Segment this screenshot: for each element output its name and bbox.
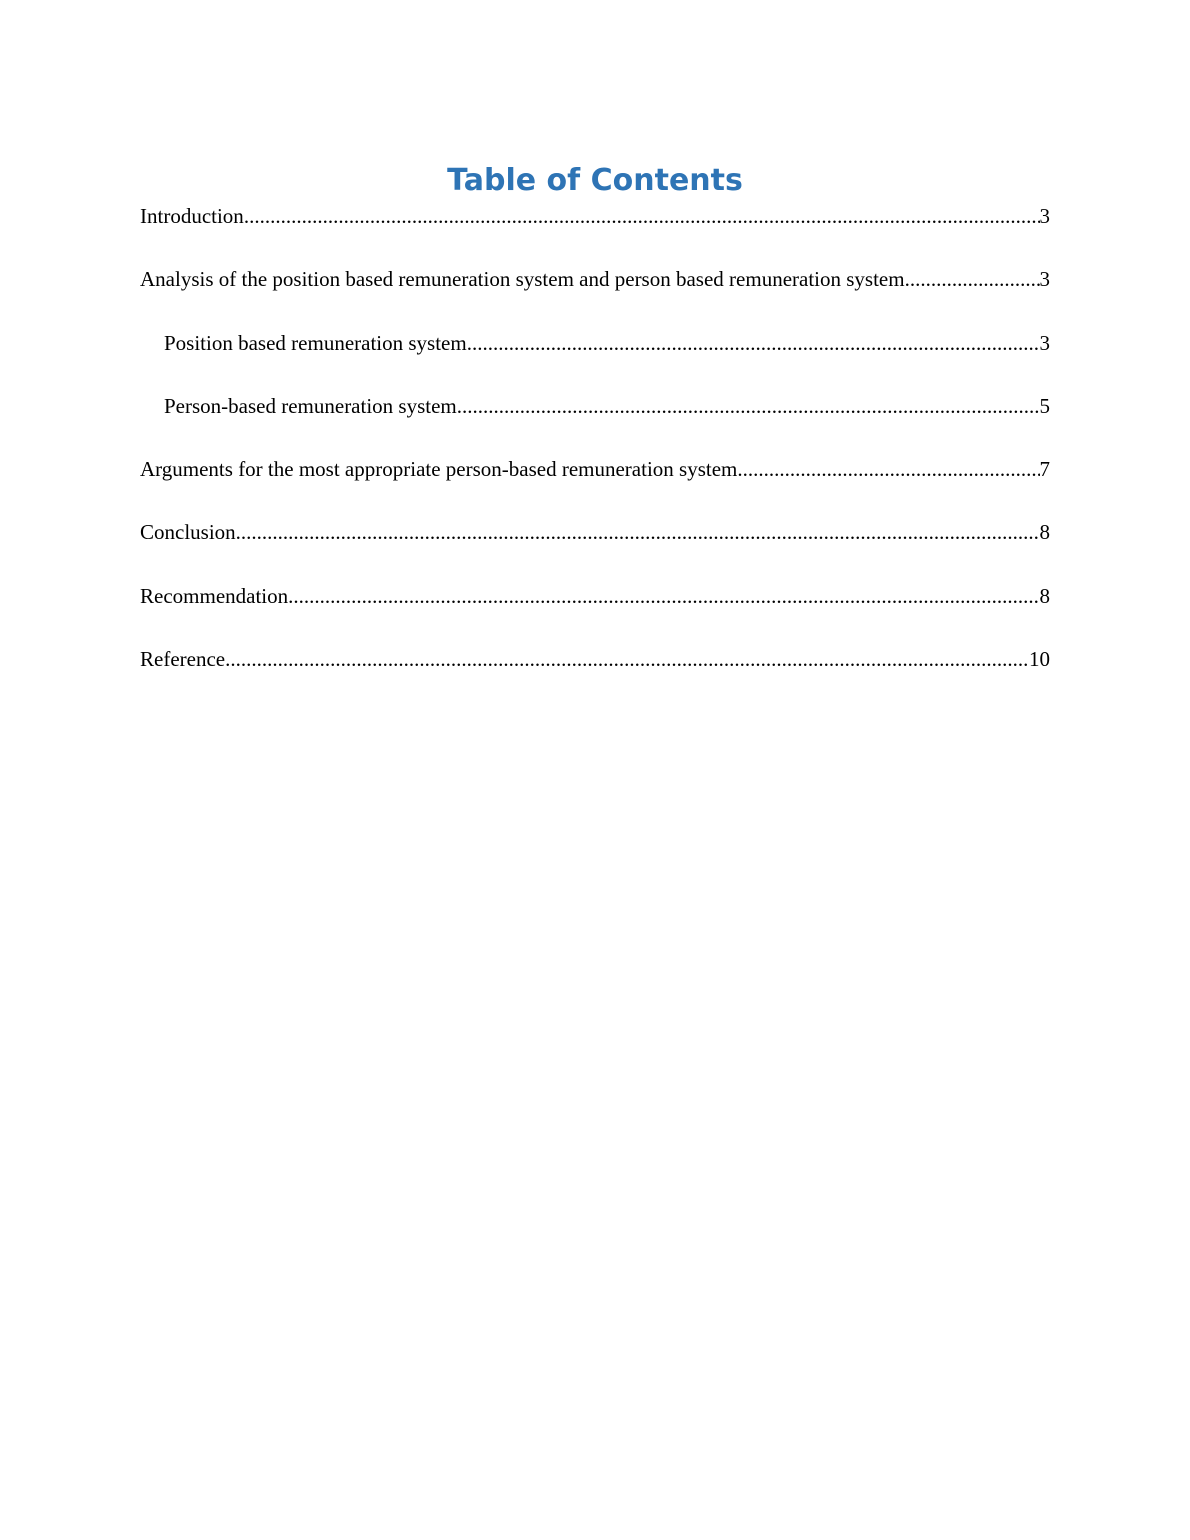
toc-entry-analysis[interactable] <box>140 261 1050 324</box>
toc-entry-page-number: 5 <box>1039 393 1050 418</box>
toc-entry-reference[interactable] <box>140 641 1050 704</box>
toc-entry-label: Recommendation <box>140 583 289 608</box>
toc-title: Table of Contents <box>447 163 743 198</box>
toc-dot-leader <box>288 578 1039 614</box>
toc-entry-label: Conclusion <box>140 520 236 545</box>
toc-entry-introduction[interactable] <box>140 198 1050 261</box>
toc-dot-leader <box>905 261 1040 297</box>
toc-entry-page-number: 3 <box>1039 330 1050 355</box>
toc-entry-label: Arguments for the most appropriate person-based remuneration system <box>140 457 738 482</box>
toc-entry-label: Introduction <box>140 204 244 228</box>
toc-dot-leader <box>244 198 1040 234</box>
toc-dot-leader <box>225 641 1029 677</box>
toc-entry-page-number: 8 <box>1039 520 1050 545</box>
toc-entry-page-number: 3 <box>1039 204 1050 228</box>
toc-dot-leader <box>737 451 1039 487</box>
toc-entry-person-based[interactable] <box>140 388 1050 451</box>
toc-entry-page-number: 10 <box>1029 647 1050 672</box>
toc-dot-leader <box>236 514 1040 550</box>
toc-list <box>140 198 1050 704</box>
toc-entry-label: Person-based remuneration system <box>164 393 457 418</box>
toc-entry-position-based[interactable] <box>140 325 1050 388</box>
toc-entry-page-number: 3 <box>1039 267 1050 292</box>
toc-dot-leader <box>457 388 1040 424</box>
toc-entry-page-number: 8 <box>1039 583 1050 608</box>
toc-dot-leader <box>467 325 1040 361</box>
toc-entry-label: Position based remuneration system <box>164 330 467 355</box>
toc-entry-arguments[interactable] <box>140 451 1050 514</box>
toc-entry-page-number: 7 <box>1039 457 1050 482</box>
toc-entry-label: Analysis of the position based remuneration system and person based remuneration system <box>140 267 905 292</box>
toc-entry-conclusion[interactable] <box>140 514 1050 577</box>
toc-entry-recommendation[interactable] <box>140 578 1050 641</box>
toc-entry-label: Reference <box>140 647 226 672</box>
